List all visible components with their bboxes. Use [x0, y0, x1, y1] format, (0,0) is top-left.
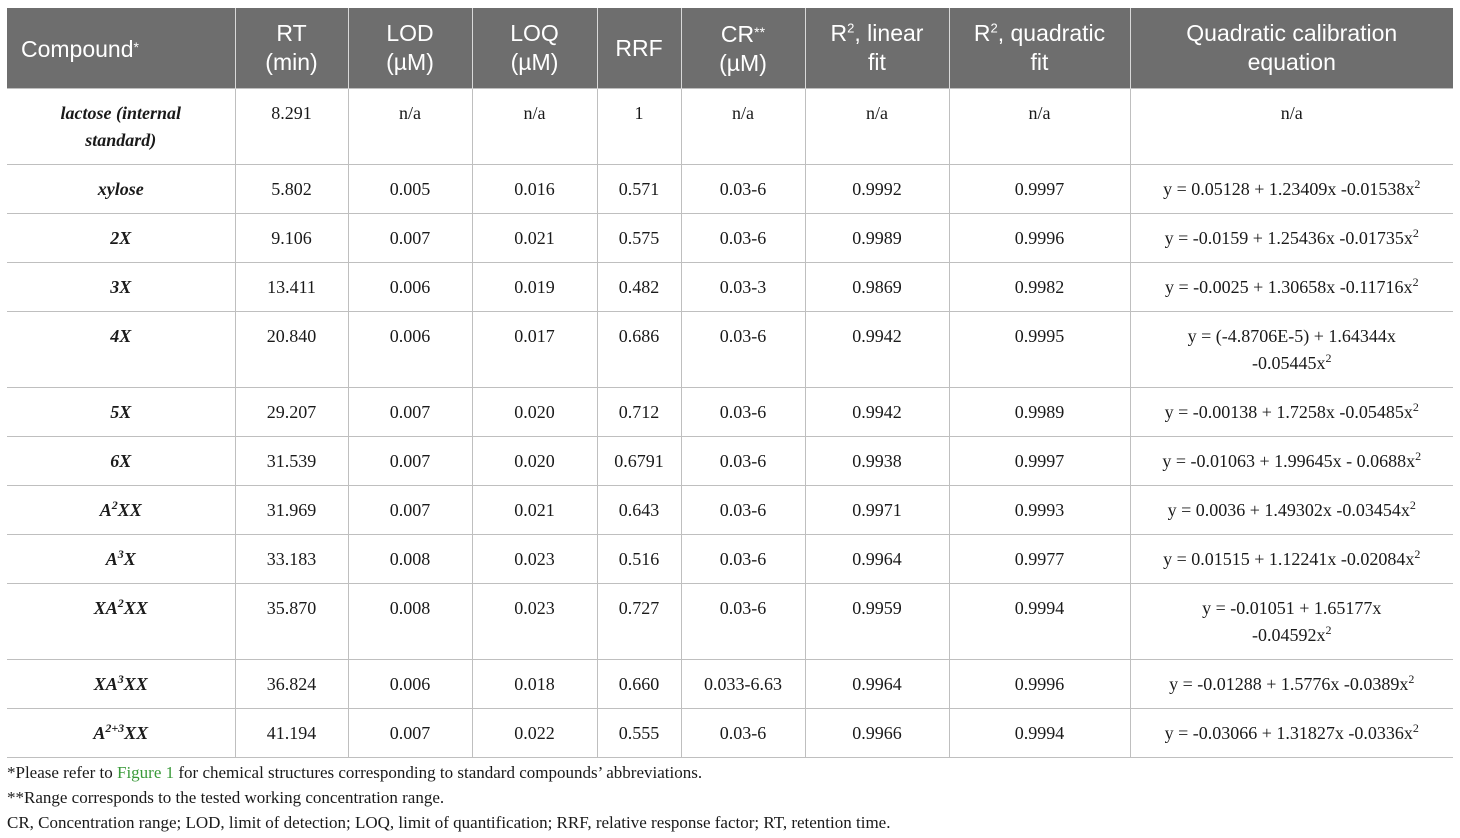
- lod-cell: 0.007: [348, 437, 472, 486]
- lod-cell: 0.006: [348, 263, 472, 312]
- r2-linear-cell: 0.9966: [805, 709, 949, 758]
- compound-cell: 2X: [7, 214, 235, 263]
- table-row: [7, 584, 1453, 660]
- cr-cell: 0.03-6: [681, 437, 805, 486]
- rrf-cell: 0.6791: [597, 437, 681, 486]
- cr-cell: 0.03-6: [681, 709, 805, 758]
- header-compound: Compound*: [7, 8, 235, 89]
- loq-cell: 0.016: [472, 165, 597, 214]
- loq-cell: 0.022: [472, 709, 597, 758]
- cr-cell: 0.03-6: [681, 584, 805, 660]
- header-cr: CR** (µM): [681, 8, 805, 89]
- lod-cell: 0.007: [348, 709, 472, 758]
- r2-quadratic-cell: 0.9995: [949, 312, 1130, 388]
- rrf-cell: 0.516: [597, 535, 681, 584]
- r2-linear-cell: 0.9989: [805, 214, 949, 263]
- rt-cell: 9.106: [235, 214, 348, 263]
- equation-cell: y = (-4.8706E-5) + 1.64344x $-0.05445x^2$: [1130, 312, 1453, 388]
- rt-cell: 5.802: [235, 165, 348, 214]
- rrf-cell: 0.482: [597, 263, 681, 312]
- r2-linear-cell: n/a: [805, 89, 949, 165]
- loq-cell: 0.021: [472, 214, 597, 263]
- r2-quadratic-cell: 0.9994: [949, 584, 1130, 660]
- table-row: [7, 388, 1453, 437]
- r2-linear-cell: 0.9938: [805, 437, 949, 486]
- rt-cell: 31.969: [235, 486, 348, 535]
- rt-cell: 41.194: [235, 709, 348, 758]
- rrf-cell: 1: [597, 89, 681, 165]
- r2-linear-cell: 0.9942: [805, 388, 949, 437]
- rrf-cell: 0.643: [597, 486, 681, 535]
- table-row: [7, 660, 1453, 709]
- compound-cell: $A^{2+3}XX$: [7, 709, 235, 758]
- rt-cell: 36.824: [235, 660, 348, 709]
- cr-cell: 0.03-3: [681, 263, 805, 312]
- figure-1-link[interactable]: Figure 1: [116, 763, 175, 782]
- r2-quadratic-cell: 0.9994: [949, 709, 1130, 758]
- rrf-cell: 0.712: [597, 388, 681, 437]
- rt-cell: 29.207: [235, 388, 348, 437]
- loq-cell: 0.023: [472, 535, 597, 584]
- lod-cell: 0.007: [348, 486, 472, 535]
- table-body: [7, 89, 1453, 758]
- r2-quadratic-cell: 0.9977: [949, 535, 1130, 584]
- footnote-3: CR, Concentration range; LOD, limit of detection; LOQ, limit of quantification; RRF, relative response factor; RT, retention time.: [7, 813, 891, 832]
- table-row: [7, 312, 1453, 388]
- compound-cell: $XA^3XX$: [7, 660, 235, 709]
- lod-cell: 0.005: [348, 165, 472, 214]
- r2-quadratic-cell: 0.9997: [949, 437, 1130, 486]
- r2-quadratic-cell: 0.9996: [949, 214, 1130, 263]
- r2-linear-cell: 0.9964: [805, 660, 949, 709]
- compound-cell: $A^3X$: [7, 535, 235, 584]
- equation-cell: n/a: [1130, 89, 1453, 165]
- r2-quadratic-cell: 0.9989: [949, 388, 1130, 437]
- equation-cell: y = 0.01515 + 1.12241x $-0.02084x^2$: [1130, 535, 1453, 584]
- rrf-cell: 0.660: [597, 660, 681, 709]
- equation-cell: y = -0.0025 + 1.30658x $-0.11716x^2$: [1130, 263, 1453, 312]
- cr-cell: 0.033-6.63: [681, 660, 805, 709]
- rrf-cell: 0.686: [597, 312, 681, 388]
- cr-cell: 0.03-6: [681, 388, 805, 437]
- lod-cell: 0.007: [348, 388, 472, 437]
- table-row: [7, 89, 1453, 165]
- rt-cell: 35.870: [235, 584, 348, 660]
- equation-cell: $y = -0.01063 + 1.99645x - 0.0688x^2$: [1130, 437, 1453, 486]
- rt-cell: 8.291: [235, 89, 348, 165]
- lod-cell: 0.008: [348, 535, 472, 584]
- loq-cell: 0.017: [472, 312, 597, 388]
- cr-cell: 0.03-6: [681, 486, 805, 535]
- header-rt: RT (min): [235, 8, 348, 89]
- equation-cell: y = -0.01051 + 1.65177x $-0.04592x^2$: [1130, 584, 1453, 660]
- lod-cell: 0.006: [348, 660, 472, 709]
- table-row: [7, 263, 1453, 312]
- calibration-table-container: [7, 8, 1453, 758]
- loq-cell: n/a: [472, 89, 597, 165]
- equation-cell: y = -0.01288 + 1.5776x $-0.0389x^2$: [1130, 660, 1453, 709]
- r2-linear-cell: 0.9869: [805, 263, 949, 312]
- header-r2-linear: $R^2$, linear fit: [805, 8, 949, 89]
- compound-cell: 5X: [7, 388, 235, 437]
- loq-cell: 0.020: [472, 388, 597, 437]
- table-footnotes: [7, 760, 890, 835]
- calibration-table: [7, 8, 1453, 758]
- header-equation: Quadratic calibration equation: [1130, 8, 1453, 89]
- rrf-cell: 0.575: [597, 214, 681, 263]
- loq-cell: 0.021: [472, 486, 597, 535]
- loq-cell: 0.018: [472, 660, 597, 709]
- lod-cell: 0.006: [348, 312, 472, 388]
- rt-cell: 13.411: [235, 263, 348, 312]
- equation-cell: y = 0.0036 + 1.49302x $-0.03454x^2$: [1130, 486, 1453, 535]
- lod-cell: 0.007: [348, 214, 472, 263]
- rrf-cell: 0.571: [597, 165, 681, 214]
- compound-cell: 6X: [7, 437, 235, 486]
- loq-cell: 0.020: [472, 437, 597, 486]
- r2-linear-cell: 0.9971: [805, 486, 949, 535]
- table-header: [7, 8, 1453, 89]
- r2-quadratic-cell: 0.9982: [949, 263, 1130, 312]
- equation-cell: y = -0.03066 + 1.31827x $-0.0336x^2$: [1130, 709, 1453, 758]
- cr-cell: 0.03-6: [681, 535, 805, 584]
- rt-cell: 31.539: [235, 437, 348, 486]
- table-row: [7, 709, 1453, 758]
- compound-cell: 3X: [7, 263, 235, 312]
- header-r2-quadratic: $R^2$, quadratic fit: [949, 8, 1130, 89]
- equation-cell: y = -0.00138 + 1.7258x $-0.05485x^2$: [1130, 388, 1453, 437]
- cr-cell: 0.03-6: [681, 165, 805, 214]
- rrf-cell: 0.555: [597, 709, 681, 758]
- loq-cell: 0.019: [472, 263, 597, 312]
- cr-cell: n/a: [681, 89, 805, 165]
- loq-cell: 0.023: [472, 584, 597, 660]
- r2-linear-cell: 0.9992: [805, 165, 949, 214]
- cr-cell: 0.03-6: [681, 214, 805, 263]
- table-row: [7, 214, 1453, 263]
- lod-cell: 0.008: [348, 584, 472, 660]
- compound-cell: xylose: [7, 165, 235, 214]
- r2-linear-cell: 0.9942: [805, 312, 949, 388]
- compound-cell: 4X: [7, 312, 235, 388]
- rt-cell: 33.183: [235, 535, 348, 584]
- header-rrf: RRF: [597, 8, 681, 89]
- header-row: [7, 8, 1453, 89]
- r2-quadratic-cell: n/a: [949, 89, 1130, 165]
- r2-quadratic-cell: 0.9996: [949, 660, 1130, 709]
- r2-quadratic-cell: 0.9997: [949, 165, 1130, 214]
- header-loq: LOQ (µM): [472, 8, 597, 89]
- compound-cell: $A^2XX$: [7, 486, 235, 535]
- rt-cell: 20.840: [235, 312, 348, 388]
- footnote-2: **Range corresponds to the tested working concentration range.: [7, 788, 445, 807]
- lod-cell: n/a: [348, 89, 472, 165]
- table-row: [7, 165, 1453, 214]
- r2-quadratic-cell: 0.9993: [949, 486, 1130, 535]
- compound-cell: lactose (internal standard): [7, 89, 235, 165]
- r2-linear-cell: 0.9964: [805, 535, 949, 584]
- r2-linear-cell: 0.9959: [805, 584, 949, 660]
- rrf-cell: 0.727: [597, 584, 681, 660]
- table-row: [7, 437, 1453, 486]
- equation-cell: y = -0.0159 + 1.25436x $-0.01735x^2$: [1130, 214, 1453, 263]
- header-lod: LOD (µM): [348, 8, 472, 89]
- table-row: [7, 486, 1453, 535]
- cr-cell: 0.03-6: [681, 312, 805, 388]
- table-row: [7, 535, 1453, 584]
- equation-cell: y = 0.05128 + 1.23409x $-0.01538x^2$: [1130, 165, 1453, 214]
- compound-cell: $XA^2XX$: [7, 584, 235, 660]
- footnote-1: *Please refer to Figure 1 for chemical structures corresponding to standard compounds’ abbreviations.: [7, 763, 703, 782]
